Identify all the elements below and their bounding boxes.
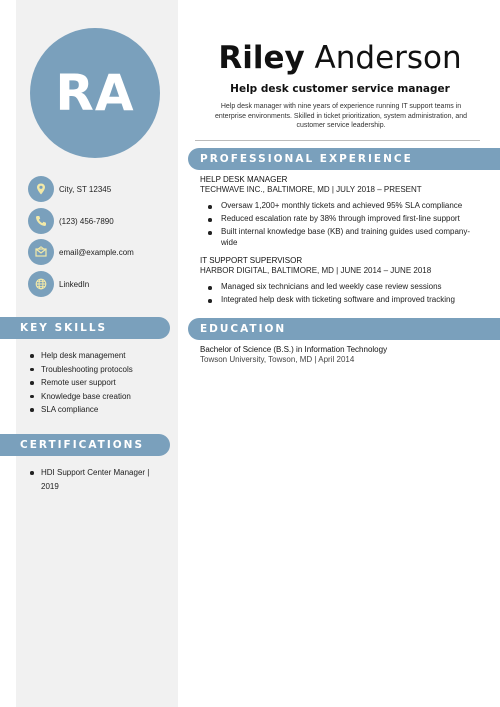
first-name: Riley (218, 40, 305, 76)
contact-location (28, 176, 178, 202)
contact-phone-text: (123) 456-7890 (59, 216, 114, 226)
job-entry (200, 256, 485, 308)
job-entry-meta: HARBOR DIGITAL, BALTIMORE, MD | JUNE 2014 – JUNE 2018 (200, 266, 432, 275)
list-item: Integrated help desk with ticketing software and improved tracking (200, 295, 485, 306)
list-item: Remote user support (28, 376, 158, 390)
job-entry (200, 175, 485, 251)
list-item: SLA compliance (28, 403, 158, 417)
avatar (30, 28, 160, 158)
job-entry-bullets (200, 282, 485, 306)
certifications-list (28, 466, 156, 493)
globe-icon (28, 271, 54, 297)
full-name (180, 40, 500, 76)
education-entry (200, 345, 485, 365)
list-item: Built internal knowledge base (KB) and training guides used company-wide (200, 227, 485, 248)
email-icon (28, 239, 54, 265)
last-name: Anderson (314, 40, 462, 76)
job-entry-title: IT SUPPORT SUPERVISOR (200, 256, 303, 265)
contact-linkedin (28, 271, 178, 297)
list-item: Oversaw 1,200+ monthly tickets and achieved 95% SLA compliance (200, 201, 485, 212)
avatar-initials: RA (55, 64, 135, 122)
divider (195, 140, 480, 141)
list-item: Help desk management (28, 349, 158, 363)
list-item: Managed six technicians and led weekly case review sessions (200, 282, 485, 293)
job-title: Help desk customer service manager (230, 83, 450, 95)
job-entry-bullets (200, 201, 485, 248)
list-item: Reduced escalation rate by 38% through improved first-line support (200, 214, 485, 225)
list-item: HDI Support Center Manager | 2019 (28, 466, 156, 493)
summary: Help desk manager with nine years of experience running IT support teams in enterprise environments. Skilled in ticket prioritization, system administration, and customer service leadership. (214, 103, 468, 129)
experience-heading: PROFESSIONAL EXPERIENCE (188, 148, 500, 170)
education-heading: EDUCATION (188, 318, 500, 340)
education-degree: Bachelor of Science (B.S.) in Information Technology (200, 345, 388, 354)
education-school: Towson University, Towson, MD | April 2014 (200, 355, 355, 364)
key-skills-list (28, 349, 158, 417)
contact-email-text[interactable]: email@example.com (59, 247, 134, 257)
list-item: Knowledge base creation (28, 390, 158, 404)
key-skills-heading: KEY SKILLS (0, 317, 170, 339)
contact-email (28, 239, 178, 265)
list-item: Troubleshooting protocols (28, 363, 158, 377)
contact-location-text: City, ST 12345 (59, 184, 112, 194)
contact-linkedin-text[interactable]: LinkedIn (59, 279, 90, 289)
location-pin-icon (28, 176, 54, 202)
job-entry-title: HELP DESK MANAGER (200, 175, 288, 184)
job-entry-meta: TECHWAVE INC., BALTIMORE, MD | JULY 2018 – PRESENT (200, 185, 422, 194)
phone-icon (28, 208, 54, 234)
contact-phone (28, 208, 178, 234)
certifications-heading: CERTIFICATIONS (0, 434, 170, 456)
